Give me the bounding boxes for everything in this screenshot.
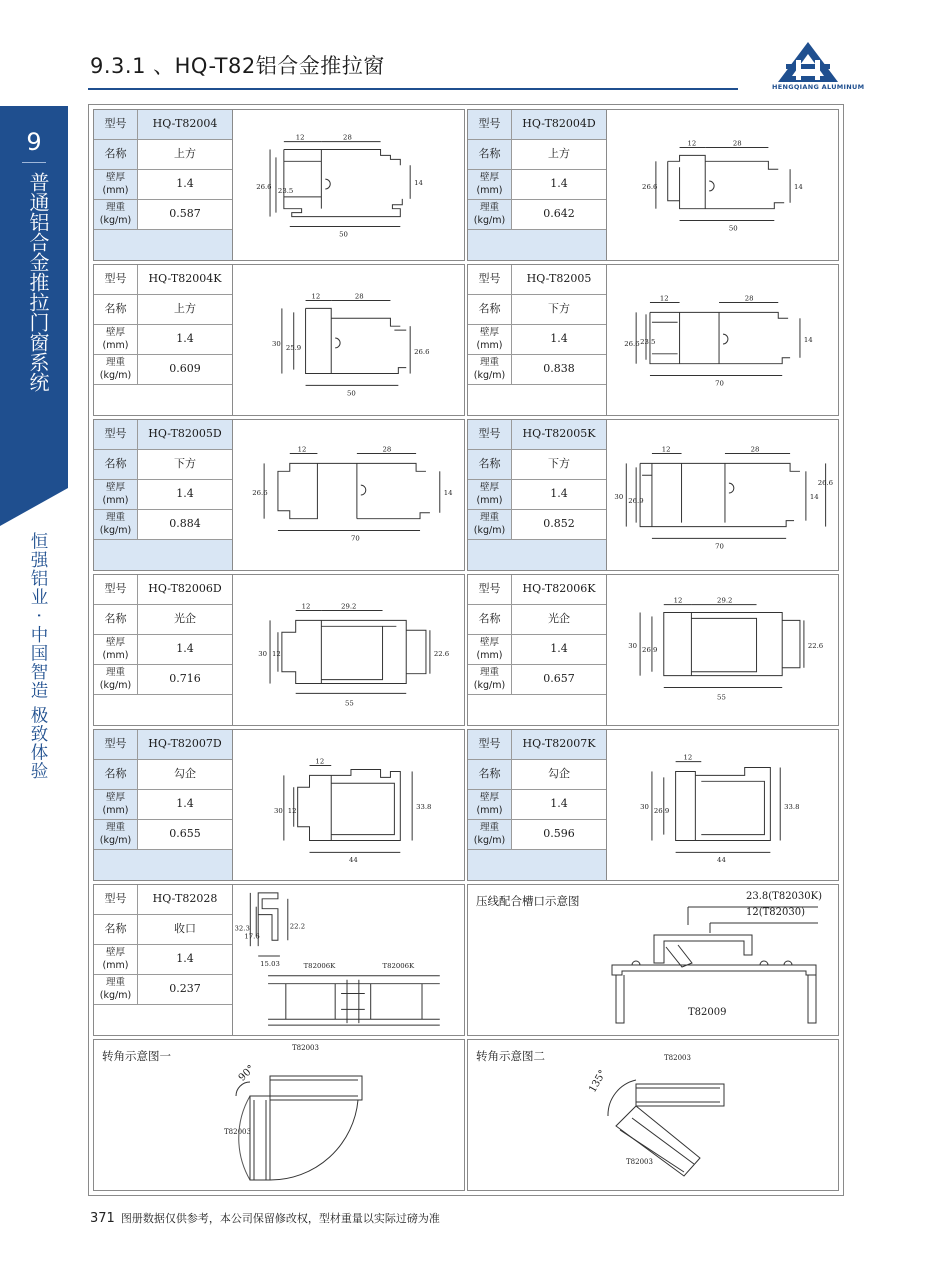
model-value: HQ-T82006D [148,582,222,595]
svg-text:70: 70 [350,534,360,543]
wall-value: 1.4 [550,177,568,190]
corner-1-top-tag: T82003 [292,1044,319,1052]
wall-value: 1.4 [176,642,194,655]
svg-text:55: 55 [717,693,726,702]
name-value: 上方 [174,147,196,160]
svg-text:28: 28 [343,133,352,142]
weight-value: 0.596 [543,827,575,840]
svg-text:23.5: 23.5 [640,337,656,346]
weight-value: 0.587 [169,207,201,220]
groove-diagram-title: 压线配合槽口示意图 [476,894,580,908]
profile-drawing [606,730,838,880]
svg-text:22.6: 22.6 [807,642,824,651]
svg-text:12: 12 [297,445,307,454]
name-label: 名称 [468,450,512,479]
svg-text:50: 50 [339,230,348,239]
weight-value: 0.655 [169,827,201,840]
svg-text:12: 12 [287,806,297,815]
footer-note: 图册数据仅供参考，本公司保留修改权，型材重量以实际过磅为准 [120,1212,440,1225]
svg-text:32.3: 32.3 [234,924,250,933]
svg-text:14: 14 [443,489,453,497]
svg-text:50: 50 [347,389,356,398]
svg-text:30: 30 [272,339,281,348]
svg-text:26.6: 26.6 [642,182,658,191]
wall-label: 壁厚 (mm) [94,170,138,199]
profile-drawing [232,420,464,570]
name-value: 下方 [174,457,196,470]
svg-text:28: 28 [750,445,760,454]
model-label: 型号 [94,110,138,139]
profile-card [93,574,465,726]
model-label: 型号 [468,265,512,294]
model-value: HQ-T82004K [148,272,222,285]
model-value: HQ-T82007D [148,737,222,750]
name-label: 名称 [94,760,138,789]
svg-text:28: 28 [744,294,754,303]
svg-text:50: 50 [728,224,738,233]
profile-card [467,264,839,416]
profile-card [467,729,839,881]
weight-label: 理重 (kg/m) [468,200,512,229]
profile-drawing [232,575,464,725]
wall-value: 1.4 [550,487,568,500]
model-value: HQ-T82028 [152,892,218,905]
weight-label: 理重 (kg/m) [468,510,512,539]
corner-1-side-tag: T82003 [224,1128,251,1136]
name-value: 下方 [548,457,570,470]
spec-table [94,730,233,880]
model-value: HQ-T82006K [522,582,596,595]
svg-text:30: 30 [273,806,283,815]
svg-text:30: 30 [614,492,624,501]
profile-card [93,264,465,416]
wall-label: 壁厚 (mm) [94,480,138,509]
svg-text:26.6: 26.6 [817,479,834,488]
svg-text:26.6: 26.6 [414,347,430,356]
profile-drawing [606,265,838,415]
wall-value: 1.4 [176,952,194,965]
page-number: 371 [90,1211,115,1226]
name-label: 名称 [468,295,512,324]
svg-text:26.9: 26.9 [642,645,658,654]
name-label: 名称 [94,915,138,944]
corner-diagram-card [467,1039,839,1191]
svg-text:28: 28 [382,445,392,454]
svg-text:12: 12 [687,139,697,148]
model-label: 型号 [468,110,512,139]
groove-diagram-card [467,884,839,1036]
weight-label: 理重 (kg/m) [94,820,138,849]
corner-1-title: 转角示意图一 [102,1049,171,1063]
wall-value: 1.4 [176,177,194,190]
weight-label: 理重 (kg/m) [94,510,138,539]
svg-text:12: 12 [315,757,325,766]
weight-label: 理重 (kg/m) [94,665,138,694]
svg-text:17.6: 17.6 [244,932,260,941]
svg-text:12: 12 [301,602,311,611]
wall-label: 壁厚 (mm) [94,635,138,664]
svg-text:25.9: 25.9 [285,343,302,352]
profile-drawing [232,730,464,880]
weight-label: 理重 (kg/m) [94,975,138,1004]
svg-text:30: 30 [640,802,649,811]
model-label: 型号 [94,265,138,294]
name-label: 名称 [468,605,512,634]
wall-value: 1.4 [176,487,194,500]
svg-text:12: 12 [311,292,321,301]
model-value: HQ-T82005D [148,427,222,440]
spec-table [468,265,607,415]
spec-table [94,420,233,570]
profile-card [467,574,839,726]
name-label: 名称 [94,295,138,324]
name-value: 勾企 [174,767,196,780]
svg-text:26.6: 26.6 [252,489,268,497]
svg-text:26.6: 26.6 [624,339,640,348]
weight-value: 0.716 [169,672,201,685]
profile-drawing [606,420,838,570]
svg-text:22.2: 22.2 [289,922,306,931]
profile-drawing [232,885,464,1035]
corner-2-drawing [468,1040,839,1191]
svg-text:23.5: 23.5 [277,186,294,195]
svg-text:12: 12 [295,133,305,142]
chapter-number: 9 [26,128,42,156]
spec-table [94,265,233,415]
svg-text:26.6: 26.6 [256,182,272,191]
name-value: 勾企 [548,767,570,780]
svg-text:70: 70 [715,542,724,551]
wall-label: 壁厚 (mm) [468,790,512,819]
profile-drawing [606,110,838,260]
svg-text:28: 28 [732,139,742,148]
corner-1-angle: 90° [236,1063,258,1084]
svg-text:44: 44 [717,856,726,865]
profile-card [93,729,465,881]
svg-text:T82006K: T82006K [382,961,415,970]
model-value: HQ-T82005K [522,427,596,440]
svg-text:44: 44 [348,856,358,865]
svg-text:22.6: 22.6 [433,649,450,658]
model-label: 型号 [94,730,138,759]
svg-text:12: 12 [272,649,281,658]
wall-label: 壁厚 (mm) [468,325,512,354]
wall-value: 1.4 [550,642,568,655]
wall-label: 壁厚 (mm) [94,945,138,974]
header-rule [88,88,738,90]
corner-2-bottom-tag: T82003 [626,1158,653,1166]
wall-label: 壁厚 (mm) [468,170,512,199]
name-label: 名称 [94,140,138,169]
svg-text:55: 55 [345,699,354,708]
spec-table [468,730,607,880]
groove-drawing [468,885,839,1036]
model-label: 型号 [94,885,138,914]
name-value: 上方 [548,147,570,160]
model-label: 型号 [94,575,138,604]
groove-tag: T82009 [688,1007,727,1018]
name-label: 名称 [94,450,138,479]
weight-value: 0.884 [169,517,201,530]
groove-dim-1: 23.8(T82030K) [746,891,823,902]
model-value: HQ-T82004D [522,117,596,130]
corner-2-top-tag: T82003 [664,1054,691,1062]
wall-label: 壁厚 (mm) [468,635,512,664]
weight-label: 理重 (kg/m) [94,355,138,384]
spec-table [94,885,233,1035]
svg-text:12: 12 [673,596,683,605]
profile-card [93,109,465,261]
svg-text:T82006K: T82006K [303,961,336,970]
svg-text:29.2: 29.2 [717,596,733,605]
groove-dim-2: 12(T82030) [746,907,806,918]
profile-drawing [232,110,464,260]
name-value: 收口 [174,922,196,935]
profile-drawing [232,265,464,415]
name-value: 上方 [174,302,196,315]
weight-label: 理重 (kg/m) [468,665,512,694]
svg-text:28: 28 [354,292,364,301]
name-label: 名称 [468,760,512,789]
profile-card [93,419,465,571]
model-value: HQ-T82005 [526,272,592,285]
weight-value: 0.852 [543,517,575,530]
profile-drawing [606,575,838,725]
wall-value: 1.4 [550,797,568,810]
svg-text:30: 30 [258,649,267,658]
weight-value: 0.609 [169,362,201,375]
model-label: 型号 [94,420,138,449]
wall-label: 壁厚 (mm) [94,790,138,819]
weight-value: 0.237 [169,982,201,995]
wall-value: 1.4 [176,332,194,345]
chapter-rule [22,162,46,163]
weight-label: 理重 (kg/m) [468,820,512,849]
svg-text:70: 70 [715,379,724,388]
name-value: 光企 [548,612,570,625]
svg-text:26.9: 26.9 [653,806,670,815]
spec-table [468,420,607,570]
svg-text:29.2: 29.2 [341,602,357,611]
svg-text:15.03: 15.03 [260,959,280,968]
spec-table [94,575,233,725]
svg-text:26.9: 26.9 [628,496,644,505]
svg-text:14: 14 [803,335,813,344]
svg-text:12: 12 [683,753,693,762]
svg-text:14: 14 [809,492,819,501]
weight-value: 0.642 [543,207,575,220]
model-label: 型号 [468,575,512,604]
name-label: 名称 [468,140,512,169]
name-value: 下方 [548,302,570,315]
name-value: 光企 [174,612,196,625]
weight-value: 0.838 [543,362,575,375]
corner-2-title: 转角示意图二 [476,1049,545,1063]
svg-text:12: 12 [661,445,671,454]
weight-value: 0.657 [543,672,575,685]
svg-text:14: 14 [794,182,803,191]
model-label: 型号 [468,420,512,449]
logo-text: HENGQIANG ALUMINUM [772,83,865,91]
wall-value: 1.4 [550,332,568,345]
profile-card [93,884,465,1036]
profile-card [467,419,839,571]
corner-diagram-card [93,1039,465,1191]
wall-label: 壁厚 (mm) [94,325,138,354]
corner-1-drawing [94,1040,465,1191]
weight-label: 理重 (kg/m) [468,355,512,384]
svg-text:33.8: 33.8 [416,802,432,811]
model-label: 型号 [468,730,512,759]
svg-text:12: 12 [659,294,669,303]
page-title: 9.3.1 、HQ-T82铝合金推拉窗 [90,54,385,78]
wall-label: 壁厚 (mm) [468,480,512,509]
brand-slogan: 恒强铝业 · 中国智造 极致体验 [28,532,48,781]
svg-text:14: 14 [414,179,423,187]
profile-card [467,109,839,261]
chapter-title: 普通铝合金推拉门窗系统 [26,172,50,392]
name-label: 名称 [94,605,138,634]
svg-text:33.8: 33.8 [784,802,800,811]
model-value: HQ-T82007K [522,737,596,750]
model-value: HQ-T82004 [152,117,218,130]
spec-table [468,575,607,725]
spec-table [94,110,233,260]
wall-value: 1.4 [176,797,194,810]
profile-sheet [88,104,844,1196]
page-footer [90,1210,440,1226]
svg-text:30: 30 [628,642,638,651]
corner-2-angle: 135° [587,1068,609,1095]
weight-label: 理重 (kg/m) [94,200,138,229]
spec-table [468,110,607,260]
